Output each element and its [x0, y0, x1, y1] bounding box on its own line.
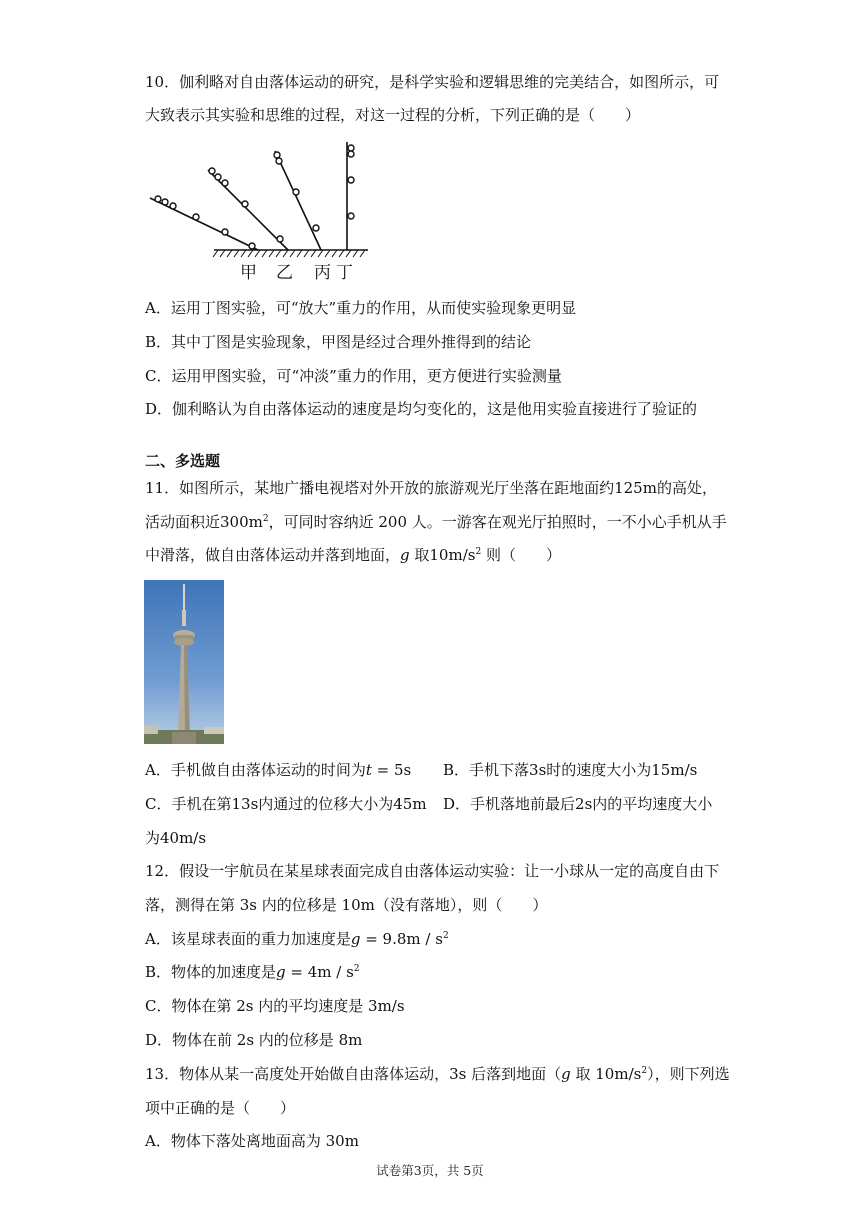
- plane-yi: [208, 170, 288, 250]
- q13-stem-line2: 项中正确的是（ ）: [145, 1099, 296, 1117]
- q12-option-b: B．物体的加速度是$g = 4m / s^2$: [145, 963, 360, 981]
- q10-option-c: C．运用甲图实验，可“冲淡”重力的作用，更方便进行实验测量: [145, 367, 562, 385]
- tv-tower-photo: [144, 580, 224, 744]
- q11-option-d-continued: 为40m/s: [145, 829, 207, 847]
- q13-option-a: A．物体下落处离地面高为 30m: [145, 1132, 359, 1150]
- q11-stem-line3: 中滑落，做自由落体运动并落到地面，g 取$10m/s^2$ 则（ ）: [145, 546, 561, 564]
- q10-option-d: D．伽利略认为自由落体运动的速度是均匀变化的，这是他用实验直接进行了验证的: [145, 400, 698, 418]
- q11-option-d: D．手机落地前最后2s内的平均速度大小: [443, 795, 713, 813]
- ground-hatching: [213, 250, 365, 257]
- q12-option-c: C．物体在第 2s 内的平均速度是 3m/s: [145, 997, 405, 1015]
- q10-option-a: A．运用丁图实验，可“放大”重力的作用，从而使实验现象更明显: [145, 299, 577, 317]
- q13-stem-line1: 13．物体从某一高度处开始做自由落体运动，3s 后落到地面（g 取 $10m/s^2$），则下列选: [145, 1065, 730, 1083]
- q10-stem-line1: 10．伽利略对自由落体运动的研究，是科学实验和逻辑思维的完美结合，如图所示，可: [145, 73, 720, 91]
- q12-option-a: A．该星球表面的重力加速度是$g = 9.8m / s^2$: [145, 930, 449, 948]
- plane-bing: [275, 151, 321, 250]
- q12-stem-line2: 落，测得在第 3s 内的位移是 10m（没有落地），则（ ）: [145, 896, 548, 914]
- q11-option-c: C．手机在第13s内通过的位移大小为45m: [145, 795, 427, 813]
- balls-ding: [348, 145, 354, 219]
- balls-bing: [274, 152, 319, 231]
- q10-option-b: B．其中丁图是实验现象，甲图是经过合理外推得到的结论: [145, 333, 532, 351]
- galileo-inclined-planes-diagram: [146, 138, 376, 283]
- q11-option-a: A．手机做自由落体运动的时间为t = 5s: [145, 761, 412, 779]
- q11-option-b: B．手机下落3s时的速度大小为15m/s: [443, 761, 698, 779]
- q12-option-d: D．物体在前 2s 内的位移是 8m: [145, 1031, 363, 1049]
- page-footer: 试卷第3页，共 5页: [376, 1163, 484, 1178]
- q11-stem-line2: 活动面积近$300m^2$，可同时容纳近 200 人。一游客在观光厅拍照时，一不小心手机从手: [145, 513, 727, 531]
- q12-stem-line1: 12．假设一宇航员在某星球表面完成自由落体运动实验：让一小球从一定的高度自由下: [145, 862, 720, 880]
- label-ding: 丁: [336, 263, 353, 283]
- label-bing: 丙: [314, 263, 331, 283]
- q11-stem-line1: 11．如图所示，某地广播电视塔对外开放的旅游观光厅坐落在距地面约125m的高处，: [145, 479, 717, 497]
- section-title: 二、多选题: [145, 452, 221, 470]
- label-jia: 甲: [240, 263, 257, 283]
- q10-stem-line2: 大致表示其实验和思维的过程，对这一过程的分析，下列正确的是（ ）: [145, 106, 641, 124]
- label-yi: 乙: [276, 263, 293, 283]
